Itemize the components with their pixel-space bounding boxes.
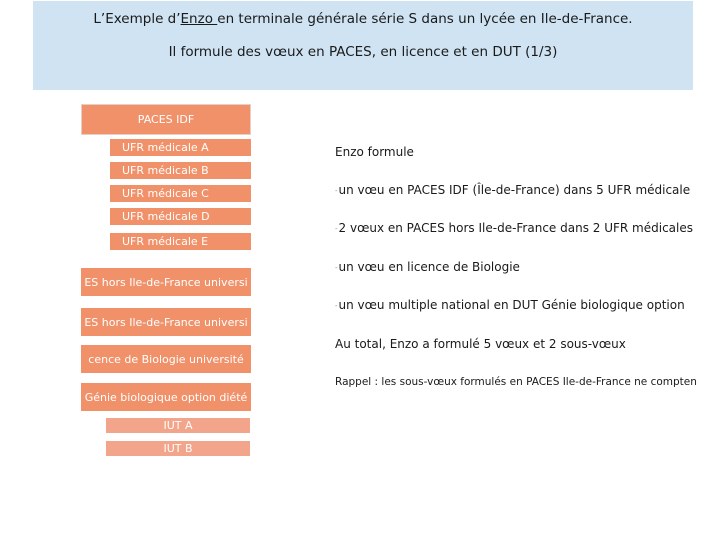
node-licence-biologie: cence de Biologie université [81, 345, 251, 373]
node-iut-a: IUT A [106, 418, 250, 433]
bullet-item-1-text: un vœu en PACES IDF (Île-de-France) dans 5 UFR médicale [338, 183, 691, 197]
title-banner [33, 1, 693, 90]
bullet-item-1 [335, 183, 690, 197]
bullet-item-4-text: un vœu multiple national en DUT Génie biologique option [338, 298, 685, 312]
bullet-mark: - [335, 186, 338, 195]
title-line-2: Il formule des vœux en PACES, en licence et en DUT (1/3) [168, 44, 558, 60]
intro-text: Enzo formule [335, 145, 414, 159]
bullet-item-3-text: un vœu en licence de Biologie [338, 260, 520, 274]
bullet-item-2 [335, 221, 693, 235]
node-ufr-e: UFR médicale E [110, 233, 251, 250]
node-ufr-d: UFR médicale D [110, 208, 251, 225]
node-paces-idf: PACES IDF [81, 104, 251, 135]
node-ufr-c: UFR médicale C [110, 185, 251, 202]
title-prefix: L’Exemple d’ [93, 11, 181, 27]
node-iut-b: IUT B [106, 441, 250, 456]
bullet-item-4 [335, 298, 685, 312]
bullet-item-2-text: 2 vœux en PACES hors Ile-de-France dans 2 UFR médicales [338, 221, 693, 235]
node-paces-hors-idf-2: ES hors Ile-de-France universi [81, 308, 251, 336]
title-student-name: Enzo [180, 11, 218, 27]
bullet-item-3 [335, 260, 520, 274]
title-line-1 [33, 11, 693, 27]
node-dut-genie-biologique: Génie biologique option diété [81, 383, 251, 411]
title-suffix: en terminale générale série S dans un lycée en Ile-de-France. [217, 11, 633, 27]
node-ufr-a: UFR médicale A [110, 139, 251, 156]
rappel-note: Rappel : les sous-vœux formulés en PACES Ile-de-France ne compten [335, 376, 697, 388]
bullet-mark: - [335, 224, 338, 233]
total-summary: Au total, Enzo a formulé 5 vœux et 2 sous-vœux [335, 337, 626, 351]
bullet-mark: - [335, 263, 338, 272]
bullet-mark: - [335, 301, 338, 310]
node-ufr-b: UFR médicale B [110, 162, 251, 179]
node-paces-hors-idf-1: ES hors Ile-de-France universi [81, 268, 251, 296]
